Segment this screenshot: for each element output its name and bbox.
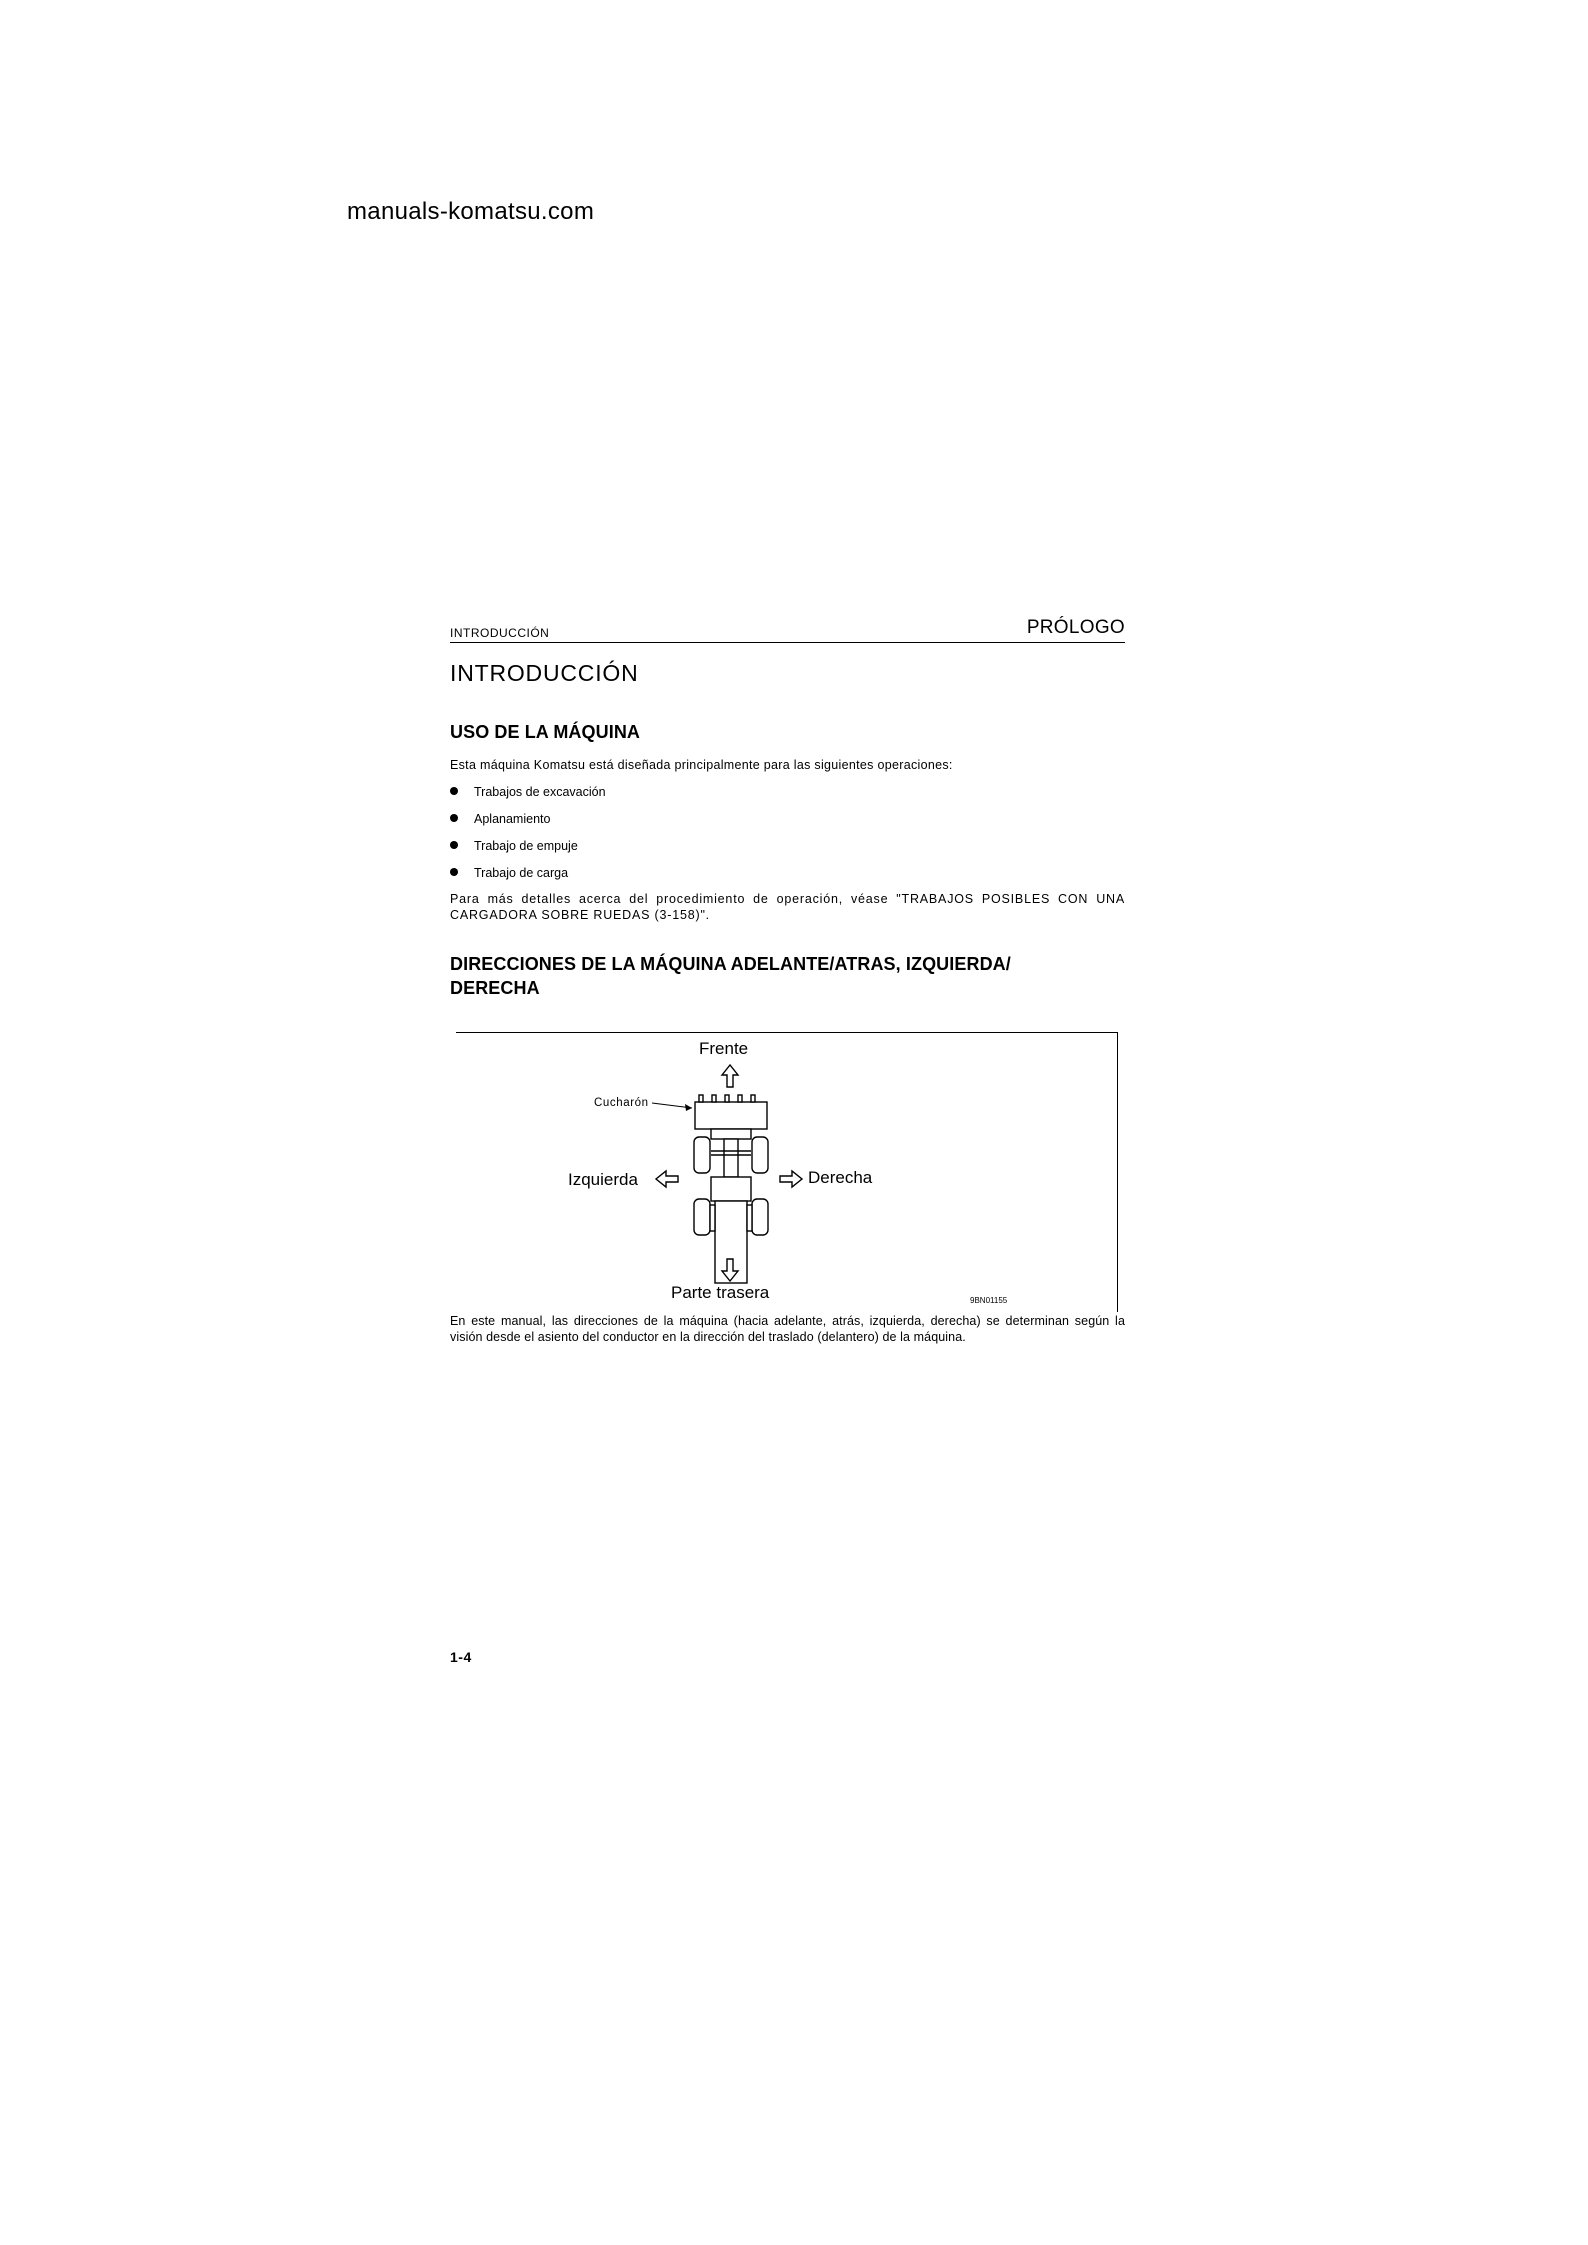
- articulation-joint-shape: [711, 1177, 751, 1201]
- direcciones-note-paragraph: En este manual, las direcciones de la máquina (hacia adelante, atrás, izquierda, derecha) se determinan según la visión desde el asiento del conductor en la dirección del traslado (delantero) de la máquina.: [450, 1314, 1125, 1344]
- bullet-icon: [450, 841, 458, 849]
- bullet-icon: [450, 814, 458, 822]
- bullet-icon: [450, 787, 458, 795]
- machine-directions-diagram: [456, 1033, 1118, 1313]
- front-arrow-icon: [722, 1065, 738, 1087]
- list-item: [450, 865, 606, 892]
- right-arrow-icon: [780, 1171, 802, 1187]
- running-header-chapter: PRÓLOGO: [1026, 617, 1125, 638]
- list-item-text: Trabajo de empuje: [474, 839, 578, 853]
- machine-directions-figure: [456, 1032, 1118, 1312]
- page-number: 1-4: [450, 1649, 472, 1665]
- operations-list: [450, 784, 606, 892]
- list-item: [450, 811, 606, 838]
- site-watermark-label: manuals-komatsu.com: [347, 198, 595, 225]
- uso-intro-paragraph: Esta máquina Komatsu está diseñada principalmente para las siguientes operaciones:: [450, 758, 953, 772]
- list-item-text: Aplanamiento: [474, 812, 551, 826]
- label-bucket: Cucharón: [594, 1097, 649, 1109]
- label-rear: Parte trasera: [671, 1283, 770, 1302]
- page-title: INTRODUCCIÓN: [450, 660, 639, 686]
- list-item-text: Trabajo de carga: [474, 866, 569, 880]
- list-item: [450, 838, 606, 865]
- label-front: Frente: [699, 1039, 749, 1058]
- header-divider: [450, 642, 1125, 643]
- label-right: Derecha: [808, 1168, 873, 1187]
- uso-detail-paragraph: Para más detalles acerca del procedimiento de operación, véase "TRABAJOS POSIBLES CON UNA CARGADORA SOBRE RUEDAS (3-158)".: [450, 892, 1125, 922]
- rear-left-wheel-shape: [694, 1199, 710, 1235]
- front-frame-shape: [724, 1139, 738, 1177]
- section-heading-uso: USO DE LA MÁQUINA: [450, 722, 641, 742]
- left-arrow-icon: [656, 1171, 678, 1187]
- leader-arrowhead-icon: [685, 1104, 692, 1111]
- front-right-wheel-shape: [752, 1137, 768, 1173]
- bucket-shape: [695, 1102, 767, 1129]
- running-header-section: INTRODUCCIÓN: [450, 626, 550, 640]
- label-left: Izquierda: [568, 1170, 638, 1189]
- front-axle-shape: [711, 1129, 751, 1139]
- figure-code: 9BN01155: [970, 1296, 1008, 1305]
- list-item-text: Trabajos de excavación: [474, 785, 606, 799]
- section-heading-direcciones: DIRECCIONES DE LA MÁQUINA ADELANTE/ATRAS, IZQUIERDA/ DERECHA: [450, 954, 1011, 998]
- front-left-wheel-shape: [694, 1137, 710, 1173]
- list-item: [450, 784, 606, 811]
- bullet-icon: [450, 868, 458, 876]
- bucket-teeth-icon: [699, 1095, 755, 1102]
- rear-right-wheel-shape: [752, 1199, 768, 1235]
